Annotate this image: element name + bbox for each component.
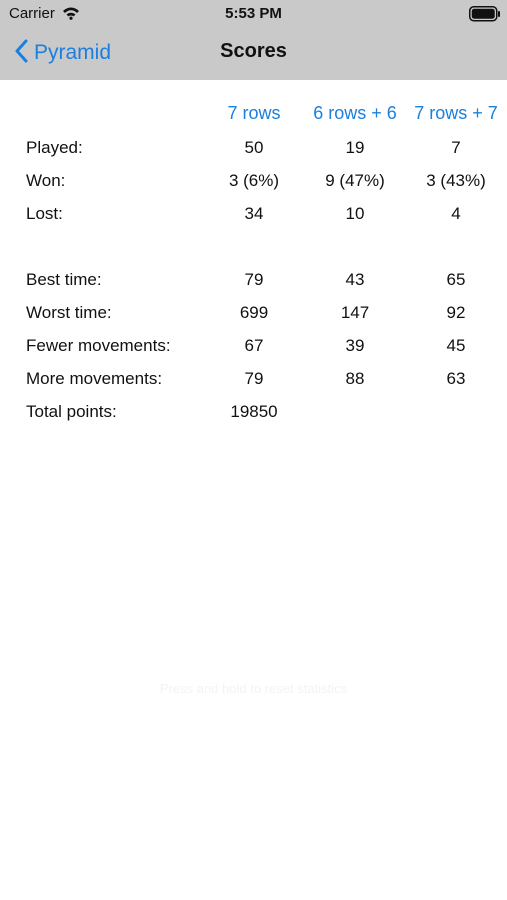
- carrier-label: Carrier: [9, 5, 55, 22]
- status-bar: [0, 0, 507, 28]
- row-label-won: Won:: [26, 171, 66, 190]
- page-title: Scores: [220, 40, 287, 62]
- row-label-fewer-movements: Fewer movements:: [26, 336, 171, 355]
- cell-worst-time-7-rows-plus-7: 92: [446, 303, 466, 322]
- cell-won-6-rows-plus-6: 9 (47%): [325, 171, 385, 190]
- cell-fewer-movements-7-rows-plus-7: 45: [446, 336, 466, 355]
- reset-hint-text: Press and hold to reset statistics: [159, 681, 348, 696]
- battery-icon: [469, 6, 501, 27]
- cell-more-movements-6-rows-plus-6: 88: [345, 369, 365, 388]
- column-header-7-rows[interactable]: 7 rows: [227, 103, 281, 123]
- cell-won-7-rows-plus-7: 3 (43%): [426, 171, 486, 190]
- cell-played-7-rows: 50: [244, 138, 264, 157]
- cell-fewer-movements-7-rows: 67: [244, 336, 264, 355]
- cell-worst-time-6-rows-plus-6: 147: [340, 303, 370, 322]
- cell-more-movements-7-rows: 79: [244, 369, 264, 388]
- column-header-7-rows-plus-7[interactable]: 7 rows + 7: [414, 103, 498, 123]
- row-label-total-points: Total points:: [26, 402, 117, 421]
- cell-fewer-movements-6-rows-plus-6: 39: [345, 336, 365, 355]
- back-button-label: Pyramid: [34, 41, 112, 64]
- row-label-worst-time: Worst time:: [26, 303, 112, 322]
- cell-more-movements-7-rows-plus-7: 63: [446, 369, 466, 388]
- cell-played-6-rows-plus-6: 19: [345, 138, 365, 157]
- header-bar: [0, 0, 507, 80]
- cell-best-time-6-rows-plus-6: 43: [345, 270, 365, 289]
- row-label-played: Played:: [26, 138, 83, 157]
- status-time: 5:53 PM: [225, 5, 282, 22]
- cell-best-time-7-rows: 79: [244, 270, 264, 289]
- row-label-best-time: Best time:: [26, 270, 102, 289]
- row-label-lost: Lost:: [26, 204, 63, 223]
- cell-lost-6-rows-plus-6: 10: [345, 204, 365, 223]
- cell-won-7-rows: 3 (6%): [228, 171, 280, 190]
- cell-total-points-7-rows: 19850: [230, 402, 278, 421]
- cell-played-7-rows-plus-7: 7: [451, 138, 461, 157]
- navigation-bar: [0, 30, 507, 76]
- cell-lost-7-rows-plus-7: 4: [451, 204, 461, 223]
- row-label-more-movements: More movements:: [26, 369, 163, 388]
- cell-worst-time-7-rows: 699: [239, 303, 269, 322]
- cell-best-time-7-rows-plus-7: 65: [446, 270, 466, 289]
- cell-lost-7-rows: 34: [244, 204, 264, 223]
- column-header-6-rows-plus-6[interactable]: 6 rows + 6: [313, 103, 397, 123]
